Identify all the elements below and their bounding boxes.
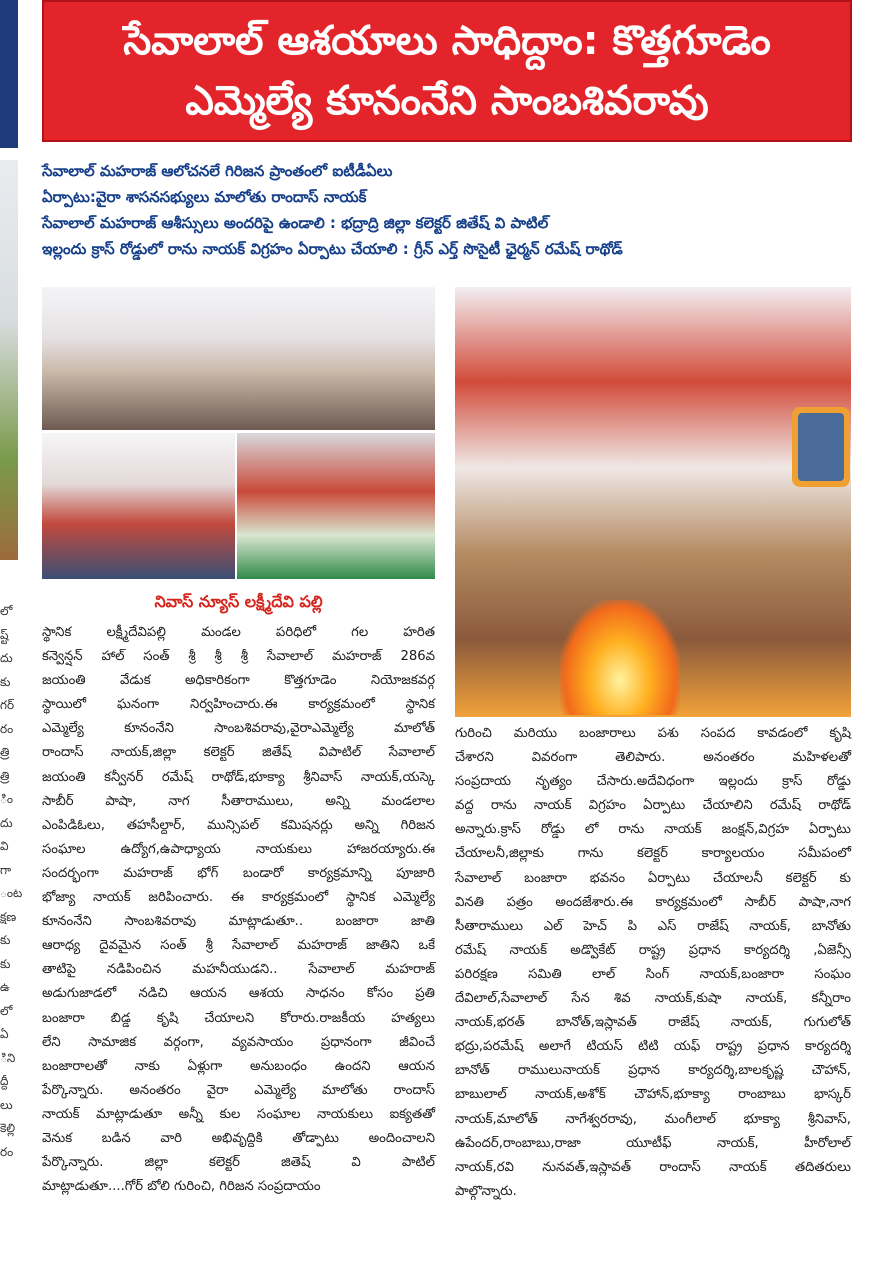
body-text-line: బానోత్ రాములునాయక్ ప్రధాన కార్యదర్శి,బాలకృష్ణ చౌహాన్, <box>455 1063 851 1079</box>
adjacent-text-fragment: కు <box>0 933 11 947</box>
body-text-line: నాయక్,భరత్ బానోత్,ఇస్లావత్ రాజేష్ నాయక్, గుగులోత్ <box>455 1015 851 1031</box>
adjacent-text-fragment: ష్ట్ <box>0 627 9 642</box>
adjacent-text-fragment: లో <box>0 604 13 618</box>
body-text-line: పాల్గొన్నారు. <box>455 1183 517 1199</box>
body-text-line: భోజ్యా నాయక్ జరిపించారు. ఈ కార్యక్రమంలో స్థానిక ఎమ్మెల్యే <box>42 890 435 906</box>
body-text-line: బంజారా బిడ్డ కృషి చేయాలని కోరారు.రాజకీయ హత్యలు <box>42 1010 435 1026</box>
adjacent-text-fragment: రం <box>0 1144 14 1159</box>
body-text-line: భద్రు,పరమేష్ అలాగే టియస్ టిటి యఫ్ రాష్ట్ర ప్రధాన కార్యదర్శి <box>455 1039 851 1055</box>
adjacent-text-fragment: ఉ <box>0 980 10 994</box>
adjacent-text-fragment: కు <box>0 674 11 689</box>
adjacent-text-fragment: కెల్లి <box>0 1121 16 1135</box>
subheadings <box>42 158 852 262</box>
body-text-line: సంప్రదాయ నృత్యం చేసారు.అదేవిధంగా ఇల్లందు క్రాస్ రోడ్డు <box>455 774 851 790</box>
body-text-line: చేశారని వివరంగా తెలిపారు. అనంతరం మహిళలతో <box>455 750 851 766</box>
adjacent-text-fragment: గా <box>0 862 12 877</box>
body-text-line: ఆరాధ్య దైవమైన సంత్ శ్రీ సేవాలాల్ మహరాజ్ జాతిని ఒకే <box>42 938 435 954</box>
adjacent-article-strip <box>0 0 23 1262</box>
adjacent-text-fragment: గర్ <box>0 698 15 712</box>
subheading: ఇల్లందు క్రాస్ రోడ్డులో రాను నాయక్ విగ్రహం ఏర్పాటు చేయాలి : గ్రీన్ ఎర్త్ సొసైటీ ఛైర్మన్ రమేష్ రాథోడ్ <box>42 240 623 258</box>
body-text-line: సాబీర్ పాషా, నాగ సీతారాములు, అన్ని మండలాల <box>42 793 435 809</box>
body-text-line: పేర్కొన్నారు. అనంతరం వైరా ఎమ్మెల్యే మాలోతు రాందాస్ <box>42 1082 435 1098</box>
body-text-line: అన్నారు.క్రాస్ రోడ్డు లో రాను నాయక్ జంక్షన్,విగ్రహ ఏర్పాటు <box>455 822 851 838</box>
body-text-line: దేవిలాల్,సేవాలాల్ సేన శివ నాయక్,కుషా నాయక్, కన్నీరాం <box>455 991 851 1007</box>
adjacent-text-fragment: వి <box>0 839 9 853</box>
adjacent-text-fragment: దు <box>0 651 13 665</box>
byline: నివాస్ న్యూస్ లక్ష్మీదేవి పల్లి <box>154 592 323 611</box>
subheading: సేవాలాల్ మహరాజ్ ఆశీస్సులు అందరిపై ఉండాలి : భద్రాద్రి జిల్లా కలెక్టర్ జితేష్ వి పాటిల్ <box>42 214 549 232</box>
body-text-line: తాటిపై నడిపించిన మహనీయుడని.. సేవాలాల్ మహరాజ్ <box>42 962 435 978</box>
adjacent-text-fragment: లో <box>0 1003 13 1018</box>
adjacent-text-fragment: త్రి <box>0 768 10 783</box>
adjacent-text-fragment: దు <box>0 815 13 830</box>
body-text-line: మాట్లాడుతూ....గోర్ బోలి గురించి, గిరిజన సంప్రదాయం <box>42 1179 321 1195</box>
subheading: ఏర్పాటు:వైరా శాసనసభ్యులు మాలోతు రాందాస్ నాయక్ <box>42 188 367 206</box>
body-text-line: రమేష్ నాయక్ అడ్వొకేట్ రాష్ట్ర ప్రధాన కార్యదర్శి ,ఏజెన్సీ <box>455 942 851 958</box>
body-text-line: సంఘాల ఉద్యోగ,ఉపాధ్యాయ నాయకులు హాజరయ్యారు.ఈ <box>42 841 435 857</box>
body-text-line: సందర్భంగా మహరాజ్ భోగ్ బండారో కార్యక్రమాన్ని పూజారి <box>42 865 435 881</box>
adjacent-photo <box>0 160 18 560</box>
adjacent-text-fragment: ిం <box>0 792 14 806</box>
adjacent-text-fragment: కు <box>0 956 11 971</box>
body-text-line: సీతారాములు ఎల్ హెచ్ పి ఎస్ రాజేష్ నాయక్, బానోతు <box>455 918 851 934</box>
article-body-column-2 <box>455 722 851 1204</box>
body-text-line: జయంతి వేడుక అధికారికంగా కొత్తగూడెం నియోజకవర్గ <box>42 673 435 689</box>
phone-screen-in-photo <box>798 413 844 481</box>
adjacent-text <box>0 600 23 1164</box>
body-text-line: పరిరక్షణ సమితి లాల్ సింగ్ నాయక్,బంజారా సంఘం <box>455 966 851 982</box>
event-photo-audience <box>237 433 435 579</box>
ritual-fire <box>560 600 680 715</box>
body-text-line: నాయక్,రవి నునవత్,ఇస్లావత్ రాందాస్ నాయక్ తదితరులు <box>455 1159 851 1175</box>
adjacent-text-fragment: ంట <box>0 886 23 900</box>
body-text-line: స్థానిక లక్ష్మీదేవిపల్లి మండల పరిధిలో గల హరిత <box>42 625 435 640</box>
adjacent-text-fragment: క్షణ <box>0 909 17 924</box>
body-text-line: కన్వెన్షన్ హాల్ సంత్ శ్రీ శ్రీ శ్రీ సేవాలాల్ మహరాజ్ 286వ <box>42 649 435 665</box>
adjacent-text-fragment: ిని <box>0 1050 16 1065</box>
adjacent-text-fragment: ద్దీ <box>0 1074 9 1088</box>
adjacent-text-fragment: త్రి <box>0 745 10 759</box>
body-text-line: నాయక్,మాలోత్ నాగేశ్వరరావు, మంగీలాల్ భూక్యా శ్రీనివాస్, <box>455 1111 851 1127</box>
adjacent-text-fragment: రం <box>0 721 14 736</box>
body-text-line: చేయాలనీ,జిల్లాకు గాను కలెక్టర్ కార్యాలయం సమీపంలో <box>455 846 851 862</box>
subheading: సేవాలాల్ మహరాజ్ ఆలోచనలే గిరిజన ప్రాంతంలో ఐటీడీఏలు <box>42 162 393 180</box>
headline-line-1: సేవాలాల్ ఆశయాలు సాధిద్దాం: కొత్తగూడెం <box>123 18 771 64</box>
headline-line-2: ఎమ్మెల్యే కూనంనేని సాంబశివరావు <box>185 78 709 124</box>
event-photo-stage-group <box>42 433 235 579</box>
body-text-line: ఉపేందర్,రాంబాబు,రాజా యూటీఫ్ నాయక్, హీరోలాల్ <box>455 1135 851 1151</box>
body-text-line: బాబులాల్ నాయక్,అశోక్ చౌహాన్,భూక్యా రాంబాబు భాస్కర్ <box>455 1087 851 1103</box>
adjacent-text-fragment: ఏ <box>0 1027 9 1041</box>
body-text-line: పేర్కొన్నారు. జిల్లా కలెక్టర్ జితెష్ వి పాటిల్ <box>42 1155 435 1171</box>
body-text-line: బంజారాలతో నాకు ఏళ్లుగా అనుబంధం ఉందని ఆయన <box>42 1058 435 1074</box>
adjacent-header-block <box>0 0 18 148</box>
body-text-line: రాందాస్ నాయక్,జిల్లా కలెక్టర్ జితేష్ విపాటిల్ సేవాలాల్ <box>42 745 435 761</box>
body-text-line: వినతి పత్రం అందజేశారు.ఈ కార్యక్రమంలో సాబీర్ పాషా,నాగ <box>455 894 851 910</box>
body-text-line: కూనంనేని సాంబశివరావు మాట్లాడుతూ.. బంజారా జాతి <box>42 914 435 930</box>
body-text-line: లేని సామాజిక వర్గంగా, వ్యవసాయం ప్రధానంగా జీవించే <box>42 1034 435 1050</box>
body-text-line: ఎంపిడిఓలు, తహసీల్దార్, మున్సిపల్ కమిషనర్లు అన్ని గిరిజన <box>42 817 435 833</box>
body-text-line: జయంతి కన్వీనర్ రమేష్ రాథోడ్,భూక్యా శ్రీనివాస్ నాయక్,యస్కె <box>42 769 435 785</box>
body-text-line: గురించి మరియు బంజారాలు పశు సంపద కావడంలో కృషి <box>455 726 851 741</box>
body-text-line: స్థాయిలో ఘనంగా నిర్వహించారు.ఈ కార్యక్రమంలో స్థానిక <box>42 697 435 713</box>
event-photo-officials-group <box>42 287 435 430</box>
body-text-line: సేవాలాల్ బంజారా భవనం ఏర్పాటు చేయాలనీ కలెక్టర్ కు <box>455 870 851 886</box>
body-text-line: వెనుక బడిన వారి అభివృద్దికి తోడ్పాటు అందించాలని <box>42 1130 435 1146</box>
body-text-line: నాయక్ మాట్లాడుతూ అన్నీ కుల సంఘాల నాయకులు ఐక్యతతో <box>42 1106 435 1122</box>
body-text-line: వద్ద రాను నాయక్ విగ్రహం ఏర్పాటు చేయాలిని రమేష్ రాథోడ్ <box>455 798 851 814</box>
headline-banner <box>42 0 852 142</box>
article-body-column-1 <box>42 621 435 1199</box>
body-text-line: ఎమ్మెల్యే కూనంనేని సాంబశివరావు,వైరాఎమ్మెల్యే మాలోత్ <box>42 721 435 737</box>
adjacent-text-fragment: లు <box>0 1097 13 1112</box>
body-text-line: అడుగుజాడలో నడిచి ఆయన ఆశయ సాధనం కోసం ప్రతి <box>42 986 435 1002</box>
